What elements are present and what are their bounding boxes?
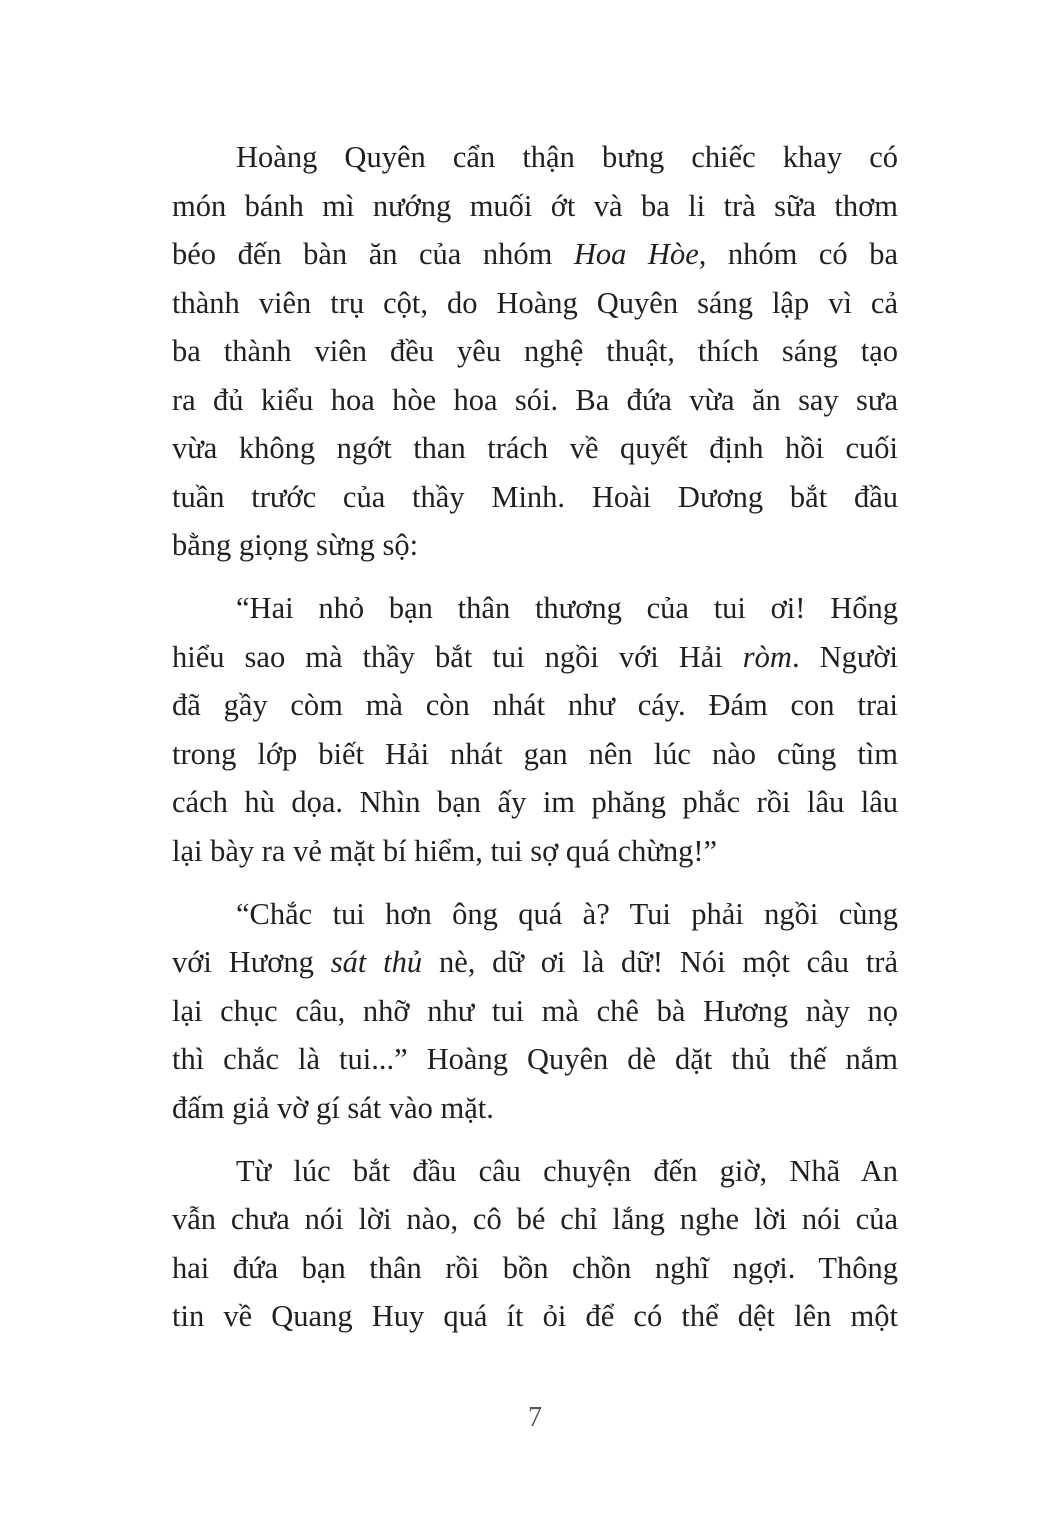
text-segment: nè, dữ ơi là dữ! Nói một câu trả <box>422 945 898 979</box>
text-line <box>172 938 898 987</box>
text-segment: hiểu sao mà thầy bắt tui ngồi với Hải <box>172 639 743 674</box>
text-segment: “Chắc tui hơn ông quá à? Tui phải ngồi cùng <box>236 896 898 931</box>
text-segment: tin về Quang Huy quá ít ỏi để có thể dệt lên một <box>172 1299 898 1333</box>
text-line <box>172 230 898 279</box>
text-segment: cách hù dọa. Nhìn bạn ấy im phăng phắc rồi lâu lâu <box>172 785 898 819</box>
paragraph <box>172 584 898 875</box>
text-segment: Hoàng Quyên cẩn thận bưng chiếc khay có <box>236 140 898 174</box>
text-line <box>172 584 898 633</box>
text-line <box>172 827 898 876</box>
text-line <box>172 182 898 231</box>
text-segment: bằng giọng sừng sộ: <box>172 528 419 562</box>
text-segment: lại bày ra vẻ mặt bí hiểm, tui sợ quá chừng!” <box>172 833 718 868</box>
text-line <box>172 1035 898 1084</box>
text-line <box>172 1195 898 1244</box>
text-segment: ba thành viên đều yêu nghệ thuật, thích sáng tạo <box>172 334 898 368</box>
text-segment: hai đứa bạn thân rồi bồn chồn nghĩ ngợi. Thông <box>172 1250 898 1285</box>
text-segment: ra đủ kiểu hoa hòe hoa sói. Ba đứa vừa ăn say sưa <box>172 382 898 417</box>
text-line <box>172 730 898 779</box>
text-segment: thì chắc là tui...” Hoàng Quyên dè dặt thủ thế nắm <box>172 1042 898 1076</box>
text-line <box>172 473 898 522</box>
italic-text: Hoa Hòe, <box>573 237 707 271</box>
paragraph <box>172 133 898 570</box>
paragraph <box>172 1147 898 1341</box>
text-line <box>172 279 898 328</box>
text-line <box>172 1147 898 1196</box>
body-text <box>172 133 898 1355</box>
text-line <box>172 987 898 1036</box>
text-line <box>172 133 898 182</box>
text-segment: Từ lúc bắt đầu câu chuyện đến giờ, Nhã An <box>236 1153 898 1188</box>
text-segment: “Hai nhỏ bạn thân thương của tui ơi! Hổng <box>236 591 898 625</box>
text-segment: nhóm có ba <box>706 237 898 271</box>
text-line <box>172 633 898 682</box>
text-segment: vừa không ngớt than trách về quyết định hồi cuối <box>172 431 898 465</box>
text-line <box>172 424 898 473</box>
text-line <box>172 778 898 827</box>
italic-text: sát thủ <box>330 945 423 979</box>
text-line <box>172 890 898 939</box>
text-segment: lại chục câu, nhỡ như tui mà chê bà Hương này nọ <box>172 993 898 1028</box>
text-segment: béo đến bàn ăn của nhóm <box>172 237 574 271</box>
text-line <box>172 1244 898 1293</box>
italic-text: ròm <box>742 639 792 674</box>
text-segment: đấm giả vờ gí sát vào mặt. <box>172 1090 494 1125</box>
text-segment: món bánh mì nướng muối ớt và ba li trà sữa thơm <box>172 188 898 223</box>
text-segment: vẫn chưa nói lời nào, cô bé chỉ lắng nghe lời nói của <box>172 1202 898 1236</box>
text-line <box>172 521 898 570</box>
text-segment: trong lớp biết Hải nhát gan nên lúc nào cũng tìm <box>172 736 898 771</box>
text-segment: . Người <box>791 639 899 674</box>
text-segment: thành viên trụ cột, do Hoàng Quyên sáng lập vì cả <box>172 285 898 320</box>
paragraph <box>172 890 898 1133</box>
text-line <box>172 1084 898 1133</box>
text-segment: với Hương <box>172 945 331 979</box>
text-line <box>172 1292 898 1341</box>
text-segment: đã gầy còm mà còn nhát như cáy. Đám con trai <box>172 688 898 722</box>
text-line <box>172 327 898 376</box>
text-line <box>172 681 898 730</box>
text-line <box>172 376 898 425</box>
page-number: 7 <box>528 1402 542 1433</box>
text-segment: tuần trước của thầy Minh. Hoài Dương bắt đầu <box>172 479 898 514</box>
